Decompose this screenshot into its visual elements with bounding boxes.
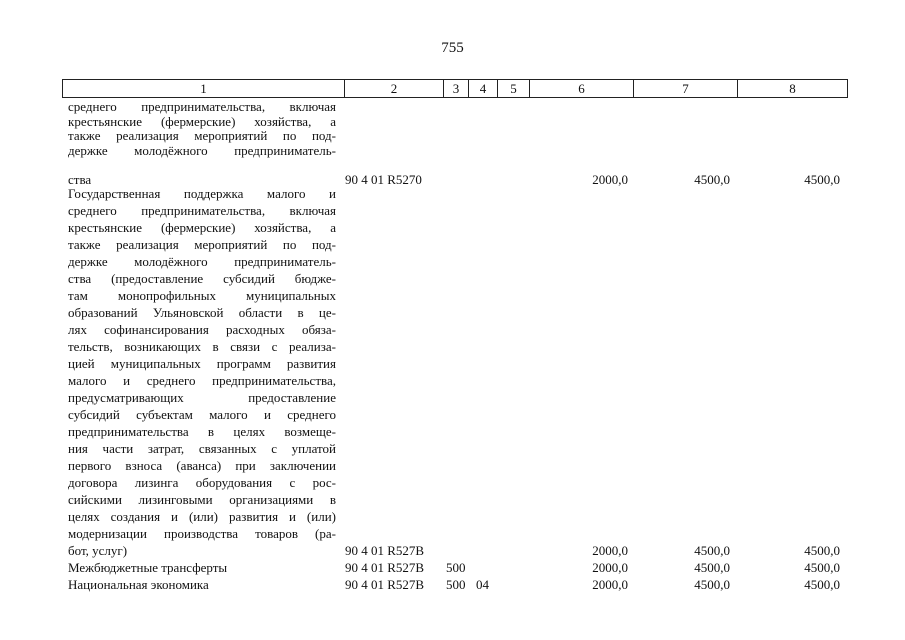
block2-line: держке молодёжного предприниматель- [68,254,336,269]
header-col-3: 3 [443,80,468,97]
block1-line: также реализация мероприятий по под- [68,128,336,143]
transfers-col6: 2000,0 [592,560,628,575]
economy-col7: 4500,0 [694,577,730,592]
block1-col6: 2000,0 [592,171,628,187]
block2-line: малого и среднего предпринимательства, [68,373,336,388]
block2-line: цией муниципальных программ развития [68,356,336,371]
block2-line: целях создания и (или) развития и (или) [68,509,336,524]
economy-label: Национальная экономика [68,577,209,592]
economy-col6: 2000,0 [592,577,628,592]
block2-line: среднего предпринимательства, включая [68,203,336,218]
block2-line: первого взноса (аванса) при заключении [68,458,336,473]
table-header [62,79,848,98]
economy-col3: 500 [446,577,466,592]
header-col-5: 5 [497,80,529,97]
economy-col8: 4500,0 [804,577,840,592]
block2-line: предусматривающих предоставление [68,390,336,405]
header-col-6: 6 [529,80,633,97]
economy-code: 90 4 01 R527В [345,577,425,592]
block2-line: предпринимательства в целях возмеще- [68,424,336,439]
block2-code: 90 4 01 R527В [345,543,425,558]
header-col-1: 1 [200,81,207,96]
transfers-code: 90 4 01 R527В [345,560,425,575]
block2-line: договора лизинга оборудования с рос- [68,475,336,490]
block2-line: также реализация мероприятий по под- [68,237,336,252]
block2-line: ния части затрат, связанных с уплатой [68,441,336,456]
block1-col8: 4500,0 [804,171,840,187]
block1-line: держке молодёжного предприниматель- [68,142,336,158]
block2-col8: 4500,0 [804,543,840,558]
block2-line: модернизации производства товаров (ра- [68,526,336,541]
transfers-col8: 4500,0 [804,560,840,575]
block1-col7: 4500,0 [694,171,730,187]
block2-line: тельств, возникающих в связи с реализа- [68,339,336,354]
page-number: 755 [441,40,464,56]
transfers-label: Межбюджетные трансферты [68,560,228,575]
block1-line: среднего предпринимательства, включая [68,99,336,114]
block2-line: крестьянские (фермерские) хозяйства, а [68,220,336,235]
block2-col7: 4500,0 [694,543,730,558]
block2-line: ства (предоставление субсидий бюдже- [68,271,336,286]
transfers-col7: 4500,0 [694,560,730,575]
block1-line: ства [68,171,92,187]
block2-col6: 2000,0 [592,543,628,558]
header-col-4: 4 [468,80,497,97]
block1-code: 90 4 01 R5270 [345,171,422,187]
header-col-2: 2 [344,80,443,97]
block2-line: Государственная поддержка малого и [68,186,336,201]
block2-line: лях софинансирования расходных обяза- [68,322,336,337]
header-col-8: 8 [737,80,847,97]
transfers-col3: 500 [446,560,466,575]
header-col-7: 7 [633,80,737,97]
economy-col4: 04 [476,577,489,592]
block2-line: субсидий субъектам малого и среднего [68,407,336,422]
block2-line: бот, услуг) [68,543,128,558]
block1-line: крестьянские (фермерские) хозяйства, а [68,113,336,129]
block2-line: там монопрофильных муниципальных [68,288,336,303]
block2-line: образований Ульяновской области в це- [68,305,336,320]
block2-line: сийскими лизинговыми организациями в [68,492,336,507]
